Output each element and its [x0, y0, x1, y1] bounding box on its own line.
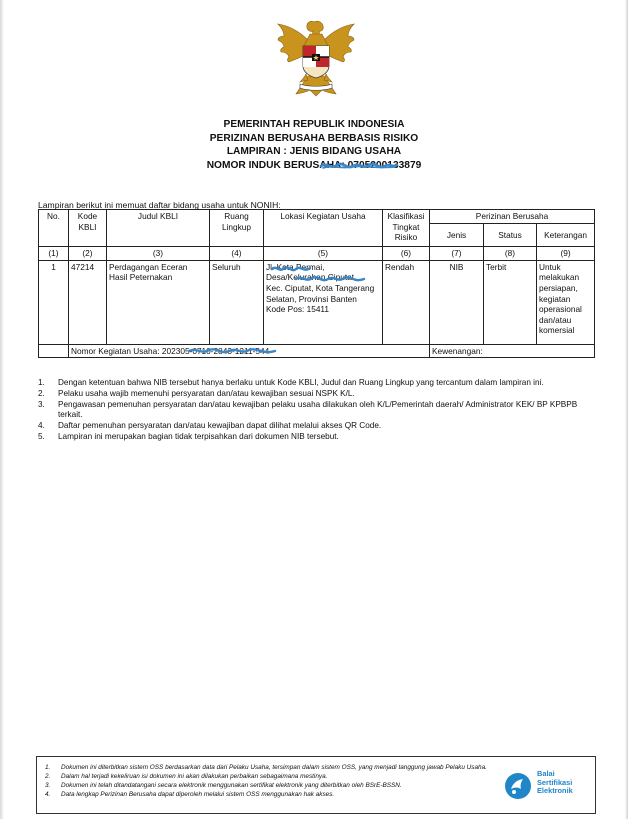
- lokasi-line-4: Kode Pos: 15411: [266, 304, 330, 315]
- list-item: 3. Dokumen ini telah ditandatangani secara elektronik menggunakan sertifikat elektronik yang diterbitkan oleh BSrE-BSSN.: [45, 782, 402, 789]
- col-number: (3): [107, 247, 210, 261]
- lokasi-line-3: Kec. Ciputat, Kota Tangerang Selatan, Provinsi Banten: [266, 282, 375, 304]
- list-item: 4. Data lengkap Perizinan Berusaha dapat diperoleh melalui sistem OSS menggunakan hak akses.: [45, 791, 335, 798]
- list-item: 3. Pengawasan pemenuhan persyaratan dan/atau kewajiban pelaku usaha dilakukan oleh K/L/Pemerintah daerah/ Administrator KEK/ BP KPBPB terkait.: [38, 399, 578, 420]
- col-number: (6): [383, 247, 430, 261]
- bse-badge-icon: [503, 771, 533, 801]
- header-status: Status: [484, 223, 537, 247]
- redaction-scribble: [294, 274, 366, 284]
- redaction-scribble: [187, 346, 277, 356]
- col-number: (5): [264, 247, 383, 261]
- bse-logo-text: Balai Sertifikasi Elektronik: [537, 769, 573, 796]
- col-number: (2): [69, 247, 107, 261]
- list-item: 5. Lampiran ini merupakan bagian tidak terpisahkan dari dokumen NIB tersebut.: [38, 431, 339, 441]
- header-no: No.: [39, 210, 69, 247]
- header-line-3: LAMPIRAN : JENIS BIDANG USAHA: [226, 146, 402, 157]
- cell-status: Terbit: [484, 260, 537, 344]
- intro-text: Lampiran berikut ini memuat daftar bidang usaha untuk NONIH:: [38, 200, 281, 210]
- document-header: [0, 118, 628, 172]
- header-lokasi: Lokasi Kegiatan Usaha: [264, 210, 383, 247]
- kewenangan-cell: Kewenangan:: [430, 344, 595, 358]
- header-ruang-lingkup: Ruang Lingkup: [210, 210, 264, 247]
- list-item: 2. Pelaku usaha wajib memenuhi persyaratan dan/atau kewajiban sesuai NSPK K/L.: [38, 388, 355, 398]
- table-row: [39, 260, 595, 344]
- header-line-2: PERIZINAN BERUSAHA BERBASIS RISIKO: [209, 132, 419, 144]
- header-klasifikasi: Klasifikasi Tingkat Risiko: [383, 210, 430, 247]
- nomor-kegiatan-value: 202305-0710-2843-1211-544: [161, 345, 270, 356]
- col-number: (7): [430, 247, 484, 261]
- list-item: 1. Dokumen ini diterbitkan sistem OSS berdasarkan data dari Pelaku Usaha, tersimpan dalam sistem OSS, yang menjadi tanggung jawab Pelaku Usaha.: [45, 764, 487, 771]
- nomor-kegiatan-row: [39, 344, 595, 358]
- header-jenis: Jenis: [430, 223, 484, 247]
- cell-kode-kbli: 47214: [69, 260, 107, 344]
- lokasi-line-2: Desa/Kelurahan Ciputat,: [266, 272, 357, 283]
- footer-notes-list: [45, 763, 505, 799]
- redaction-scribble: [270, 264, 312, 274]
- cell-lokasi: [264, 260, 383, 344]
- nomor-kegiatan-cell: [69, 344, 430, 358]
- header-keterangan: Keterangan: [537, 223, 595, 247]
- header-perizinan: Perizinan Berusaha: [430, 210, 595, 224]
- footer-disclaimer-box: [36, 756, 596, 814]
- col-number: (1): [39, 247, 69, 261]
- header-kode-kbli: Kode KBLI: [69, 210, 107, 247]
- nib-line: [207, 159, 422, 173]
- cell-jenis: NIB: [430, 260, 484, 344]
- cell-no: 1: [39, 260, 69, 344]
- cell-judul-kbli: Perdagangan Eceran Hasil Peternakan: [107, 260, 210, 344]
- col-number: (8): [484, 247, 537, 261]
- cell-ruang-lingkup: Seluruh: [210, 260, 264, 344]
- redaction-scribble: [319, 160, 399, 172]
- list-item: 2. Dalam hal terjadi kekeliruan isi dokumen ini akan dilakukan perbaikan sebagaimana mestinya.: [45, 773, 328, 780]
- cell-klasifikasi: Rendah: [383, 260, 430, 344]
- col-number: (4): [210, 247, 264, 261]
- column-number-row: [39, 247, 595, 261]
- bidang-usaha-table: [38, 209, 595, 358]
- list-item: 1. Dengan ketentuan bahwa NIB tersebut hanya berlaku untuk Kode KBLI, Judul dan Ruang Lingkup yang tercantum dalam lampiran ini.: [38, 378, 544, 387]
- list-item: 4. Daftar pemenuhan persyaratan dan/atau kewajiban dapat dilihat melalui akses QR Code.: [38, 421, 382, 431]
- nomor-kegiatan-label: Nomor Kegiatan Usaha:: [71, 345, 160, 356]
- nib-label: NOMOR INDUK BERUSAHA:: [206, 159, 345, 171]
- lokasi-line-1: Jl. Kota Permai,: [266, 261, 325, 272]
- col-number: (9): [537, 247, 595, 261]
- cell-keterangan: Untuk melakukan persiapan, kegiatan operasional dan/atau komersial: [537, 260, 595, 344]
- garuda-emblem-icon: [270, 14, 362, 106]
- nib-value: 0705200133879: [347, 159, 422, 171]
- header-line-1: PEMERINTAH REPUBLIK INDONESIA: [223, 119, 405, 130]
- header-judul-kbli: Judul KBLI: [107, 210, 210, 247]
- notes-list: [38, 378, 594, 443]
- bse-logo: [503, 769, 593, 805]
